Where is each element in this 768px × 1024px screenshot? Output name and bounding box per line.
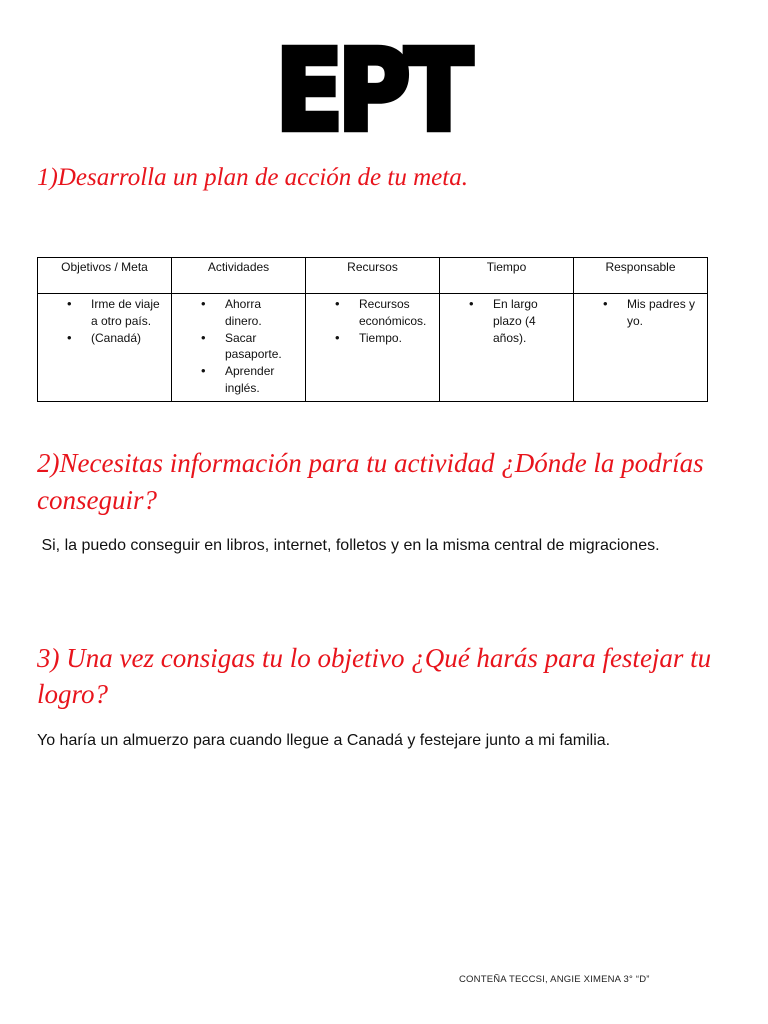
cell-recursos xyxy=(306,294,440,402)
cell-actividades xyxy=(172,294,306,402)
header-tiempo: Tiempo xyxy=(440,258,574,294)
header-objetivos: Objetivos / Meta xyxy=(38,258,172,294)
action-plan-table xyxy=(37,257,708,402)
cell-tiempo xyxy=(440,294,574,402)
list-item: • Ahorra dinero. xyxy=(225,296,301,330)
question-3-answer: Yo haría un almuerzo para cuando llegue a Canadá y festejare junto a mi familia. xyxy=(37,732,611,749)
bullet-list xyxy=(574,296,703,330)
list-item: • En largo plazo (4 años). xyxy=(493,296,569,346)
cell-responsable xyxy=(574,294,708,402)
question-2-heading: 2)Necesitas información para tu actividad ¿Dónde la podrías conseguir? xyxy=(37,448,704,515)
bullet-list xyxy=(440,296,569,346)
bullet-list xyxy=(172,296,301,397)
header-actividades: Actividades xyxy=(172,258,306,294)
list-item: • Irme de viaje a otro país. xyxy=(91,296,167,330)
bullet-list xyxy=(38,296,167,346)
header-recursos: Recursos xyxy=(306,258,440,294)
list-item: • Recursos económicos. xyxy=(359,296,435,330)
student-name-footer: CONTEÑA TECCSI, ANGIE XIMENA 3° “D” xyxy=(459,974,650,985)
list-item: • Tiempo. xyxy=(359,330,435,347)
list-item: • Aprender inglés. xyxy=(225,363,301,397)
list-item: • Sacar pasaporte. xyxy=(225,330,301,364)
bullet-list xyxy=(306,296,435,346)
list-item: • (Canadá) xyxy=(91,330,167,347)
table-header-row xyxy=(38,258,708,294)
question-1-heading: 1)Desarrolla un plan de acción de tu meta. xyxy=(37,164,468,191)
question-3-heading: 3) Una vez consigas tu lo objetivo ¿Qué harás para festejar tu logro? xyxy=(37,643,712,709)
page-title: EPT xyxy=(275,25,467,157)
question-2-answer: Si, la puedo conseguir en libros, internet, folletos y en la misma central de migraciones. xyxy=(37,537,660,554)
cell-objetivos xyxy=(38,294,172,402)
header-responsable: Responsable xyxy=(574,258,708,294)
list-item: • Mis padres y yo. xyxy=(627,296,703,330)
table-row xyxy=(38,294,708,402)
